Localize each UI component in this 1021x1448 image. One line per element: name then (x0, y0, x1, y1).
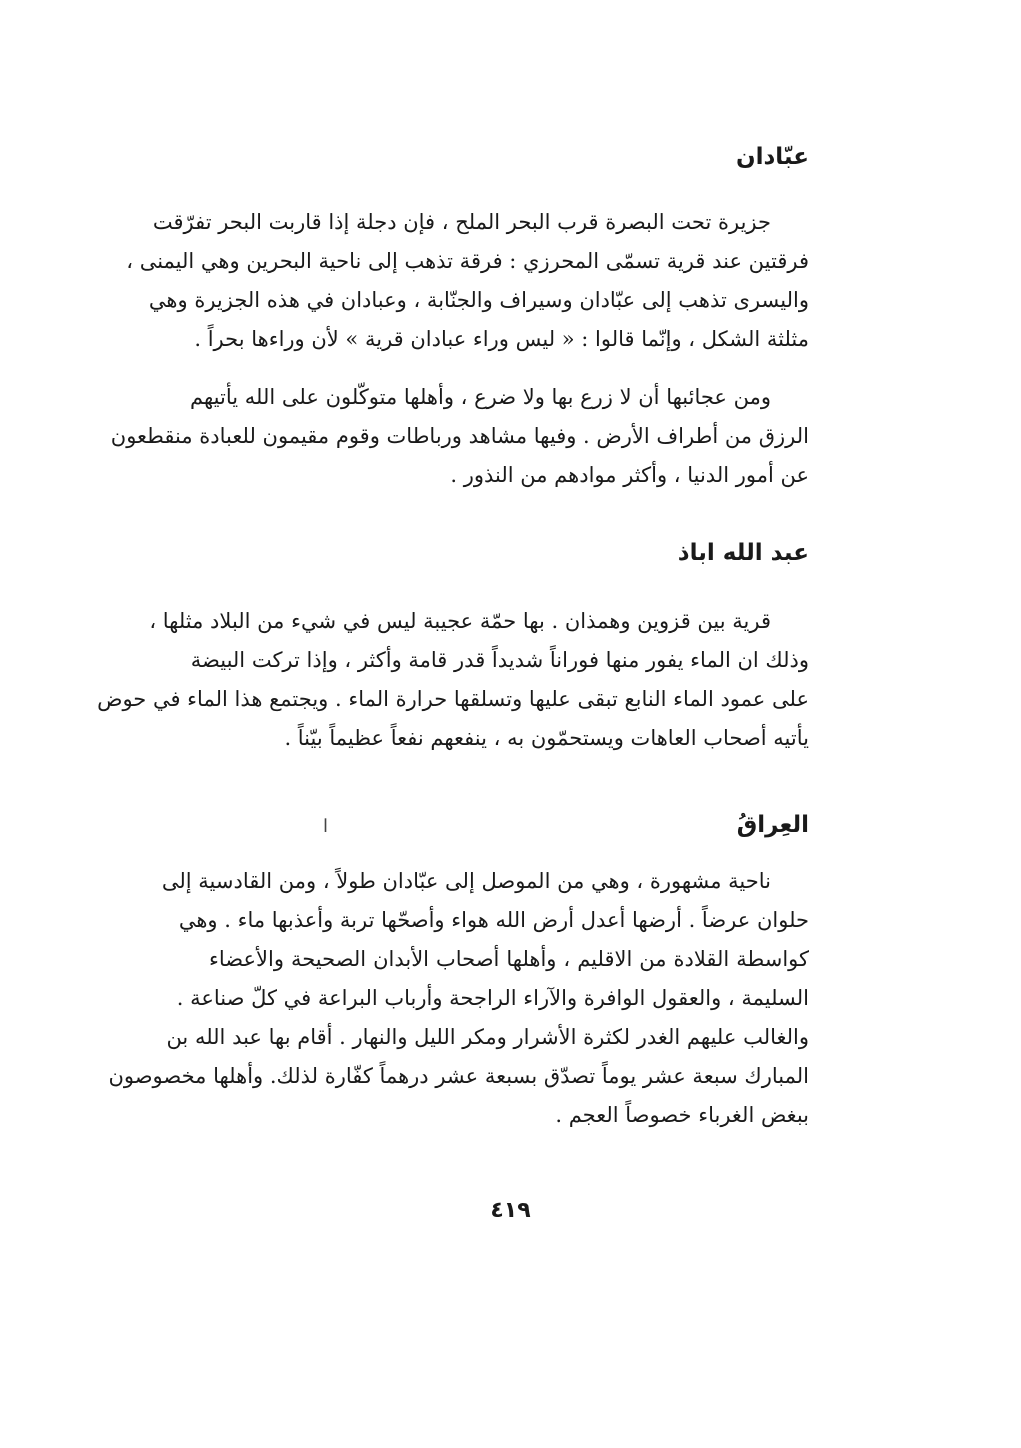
text-line: ببغض الغرباء خصوصاً العجم . (555, 1103, 809, 1127)
text-line: قرية بين قزوين وهمذان . بها حمّة عجيبة ليس في شيء من البلاد مثلها ، (149, 609, 771, 633)
page-number: ٤١٩ (490, 1198, 531, 1223)
text-line: يأتيه أصحاب العاهات ويستحمّون به ، ينفعهم نفعاً عظيماً بيّناً . (284, 726, 809, 750)
text-line: الرزق من أطراف الأرض . وفيها مشاهد ورباطات وقوم مقيمون للعبادة منقطعون (110, 424, 809, 448)
text-line: كواسطة القلادة من الاقليم ، وأهلها أصحاب الأبدان الصحيحة والأعضاء (209, 947, 809, 971)
entry-paragraph (126, 203, 809, 359)
text-line: ومن عجائبها أن لا زرع بها ولا ضرع ، وأهلها متوكّلون على الله يأتيهم (190, 385, 771, 409)
text-line: السليمة ، والعقول الوافرة والآراء الراجحة وأرباب البراعة في كلّ صناعة . (176, 986, 809, 1010)
text-line: ناحية مشهورة ، وهي من الموصل إلى عبّادان طولاً ، ومن القادسية إلى (161, 869, 771, 893)
entry-paragraph (110, 378, 809, 495)
entry-title-abbadan: عبّادان (735, 144, 809, 170)
entry-paragraph (97, 602, 809, 758)
text-line: مثلثة الشكل ، وإنّما قالوا : « ليس وراء عبادان قرية » لأن وراءها بحراً . (194, 327, 809, 351)
entry-title-abdullah-abadh: عبد الله اباذ (677, 540, 809, 566)
text-line: عن أمور الدنيا ، وأكثر موادهم من النذور . (450, 463, 809, 487)
entry-paragraph (108, 862, 809, 1135)
entry-title-iraq: العِراقُ (736, 812, 809, 838)
text-line: على عمود الماء النابع تبقى عليها وتسلقها حرارة الماء . ويجتمع هذا الماء في حوض (97, 687, 809, 711)
text-line: واليسرى تذهب إلى عبّادان وسيراف والجنّابة ، وعبادان في هذه الجزيرة وهي (148, 288, 809, 312)
stray-mark: ا (323, 816, 329, 837)
text-line: وذلك ان الماء يفور منها فوراناً شديداً قدر قامة وأكثر ، وإذا تركت البيضة (190, 648, 809, 672)
text-line: حلوان عرضاً . أرضها أعدل أرض الله هواء وأصحّها تربة وأعذبها ماء . وهي (178, 908, 809, 932)
text-line: فرقتين عند قرية تسمّى المحرزي : فرقة تذهب إلى ناحية البحرين وهي اليمنى ، (126, 249, 809, 273)
text-line: والغالب عليهم الغدر لكثرة الأشرار ومكر الليل والنهار . أقام بها عبد الله بن (166, 1025, 809, 1049)
text-line: المبارك سبعة عشر يوماً تصدّق بسبعة عشر درهماً كفّارة لذلك. وأهلها مخصوصون (108, 1064, 809, 1088)
text-line: جزيرة تحت البصرة قرب البحر الملح ، فإن دجلة إذا قاربت البحر تفرّقت (152, 210, 771, 234)
